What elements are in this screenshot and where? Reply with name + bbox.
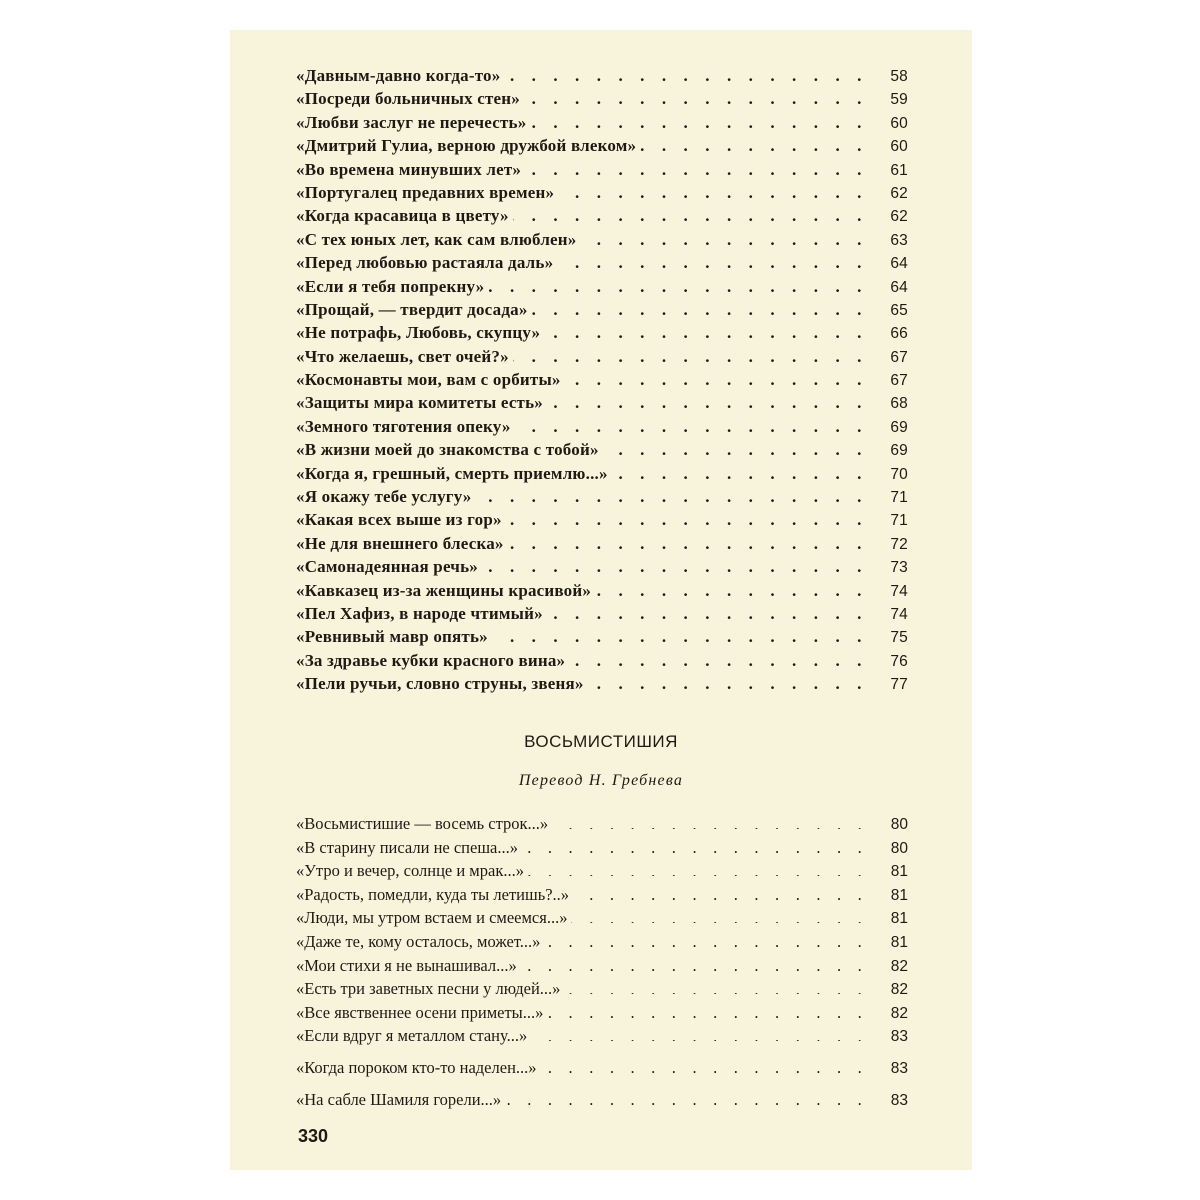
toc-entry-title: «Давным-давно когда-то» [296, 66, 501, 85]
dot-leader [558, 181, 868, 198]
toc-entry-page: 82 [890, 957, 908, 975]
dot-leader [581, 228, 868, 245]
toc-entry-title: «Что желаешь, свет очей?» [296, 346, 509, 366]
dot-leader [547, 391, 868, 408]
page-number: 330 [298, 1126, 329, 1146]
dot-leader [524, 87, 868, 104]
toc-entry [296, 228, 908, 251]
toc-entry [296, 532, 908, 555]
toc-entry-page: 68 [890, 395, 908, 413]
dot-leader [506, 508, 868, 525]
toc-entry [296, 391, 908, 414]
dot-leader [571, 907, 868, 924]
dot-leader [508, 532, 868, 549]
toc-entry-page: 60 [890, 138, 908, 156]
dot-leader [531, 1025, 868, 1042]
toc-entry [296, 602, 908, 625]
dot-leader [573, 883, 868, 900]
toc-entry-page: 67 [890, 372, 908, 390]
toc-entry-page: 75 [890, 629, 908, 647]
toc-entry [296, 672, 908, 695]
toc-entry-title: «В жизни моей до знакомства с тобой» [296, 440, 599, 460]
toc-entry [296, 321, 908, 344]
toc-entry-title: «Прощай, — твердит досада» [296, 299, 528, 319]
toc-entry [296, 930, 908, 954]
toc-entry-page: 67 [890, 348, 908, 366]
toc-entry [296, 485, 908, 508]
dot-leader [476, 485, 868, 502]
toc-entry [296, 906, 908, 930]
toc-entry-page: 65 [890, 301, 908, 319]
toc-entry-page: 81 [890, 886, 908, 904]
toc-entry-title: «Перед любовью растаяла даль» [296, 253, 554, 273]
dot-leader [504, 64, 868, 81]
toc-entry [296, 111, 908, 134]
toc-entry [296, 438, 908, 461]
toc-entry [296, 181, 908, 204]
toc-entry-page: 59 [890, 91, 908, 109]
dot-leader [565, 368, 868, 385]
toc-entry-title: «Защиты мира комитеты есть» [296, 393, 544, 413]
dot-leader [505, 1088, 868, 1105]
toc-entry-title: «Посреди больничных стен» [296, 89, 520, 109]
toc-entry-page: 81 [890, 863, 908, 881]
toc-entry-title: «Португалец предавних времен» [296, 182, 555, 202]
toc-entry-page: 63 [890, 231, 908, 249]
toc-entry-title: «Утро и вечер, солнце и мрак...» [296, 861, 524, 881]
toc-entry-page: 80 [890, 816, 908, 833]
toc-entry-page: 60 [890, 114, 908, 132]
toc-entry-page: 64 [890, 255, 908, 273]
toc-entry [296, 1001, 908, 1025]
translator-credit: Перевод Н. Гребнева [518, 772, 684, 789]
toc-entry [296, 579, 908, 602]
dot-leader [513, 345, 868, 362]
dot-leader [595, 579, 868, 596]
dot-leader [532, 298, 868, 315]
toc-entry [296, 1024, 908, 1048]
dot-leader [488, 275, 868, 292]
toc-entry-title: «Если вдруг я металлом стану...» [296, 1026, 528, 1046]
toc-entry-title: «Когда красавица в цвету» [296, 206, 509, 226]
toc-entry-page: 62 [890, 208, 908, 226]
table-of-contents-part-1 [296, 64, 908, 696]
toc-entry-page: 69 [890, 442, 908, 460]
toc-entry-page: 83 [890, 1028, 908, 1046]
toc-entry-title: «Космонавты мои, вам с орбиты» [296, 370, 561, 390]
toc-entry-page: 76 [890, 652, 908, 670]
toc-entry-title: «Когда я, грешный, смерть приемлю...» [296, 463, 608, 483]
toc-entry-title: «Пел Хафиз, в народе чтимый» [296, 603, 543, 623]
toc-entry-page: 74 [890, 605, 908, 623]
toc-entry [296, 298, 908, 321]
toc-entry [296, 836, 908, 860]
toc-entry [296, 251, 908, 274]
toc-entry-page: 73 [890, 559, 908, 577]
toc-entry-title: «Есть три заветных песни у людей...» [296, 979, 561, 999]
toc-entry-page: 62 [890, 184, 908, 202]
toc-entry-title: «Если я тебя попрекну» [296, 276, 485, 296]
toc-entry [296, 508, 908, 531]
book-page [230, 30, 972, 1170]
toc-entry [296, 345, 908, 368]
toc-entry-page: 70 [890, 465, 908, 483]
toc-entry [296, 883, 908, 907]
toc-entry [296, 368, 908, 391]
toc-entry [296, 977, 908, 1001]
dot-leader [482, 555, 868, 572]
toc-entry-page: 58 [890, 68, 908, 85]
toc-entry-title: «Самонадеянная речь» [296, 557, 478, 577]
dot-leader [569, 649, 868, 666]
dot-leader [544, 930, 868, 947]
toc-entry-page: 72 [890, 535, 908, 553]
toc-entry-title: «Восьмистишие — восемь строк...» [296, 814, 549, 833]
dot-leader [603, 438, 868, 455]
toc-entry [296, 415, 908, 438]
dot-leader [544, 321, 868, 338]
dot-leader [528, 860, 868, 877]
dot-leader [515, 415, 868, 432]
dot-leader [530, 111, 868, 128]
toc-entry [296, 158, 908, 181]
toc-entry-page: 83 [890, 1059, 908, 1077]
toc-entry [296, 812, 908, 836]
dot-leader [521, 954, 868, 971]
toc-entry-title: «Когда пороком кто-то наделен...» [296, 1057, 537, 1077]
toc-entry-title: «Дмитрий Гулиа, верною дружбой влеком» [296, 136, 637, 156]
section-heading: ВОСЬМИСТИШИЯ [524, 732, 678, 751]
toc-entry [296, 204, 908, 227]
dot-leader [552, 813, 868, 830]
toc-entry [296, 649, 908, 672]
toc-entry-page: 81 [890, 910, 908, 928]
toc-entry [296, 275, 908, 298]
toc-entry-title: «Какая всех выше из гор» [296, 510, 502, 530]
toc-entry-title: «Даже те, кому осталось, может...» [296, 931, 541, 951]
toc-entry-page: 77 [890, 676, 908, 694]
toc-entry-page: 66 [890, 325, 908, 343]
toc-entry-page: 64 [890, 278, 908, 296]
toc-entry-title: «Радость, помедли, куда ты летишь?..» [296, 884, 570, 904]
toc-entry-title: «Я окажу тебе услугу» [296, 487, 472, 507]
toc-entry [296, 1088, 908, 1112]
toc-entry-title: «Мои стихи я не вынашивал...» [296, 955, 517, 975]
toc-entry-page: 81 [890, 933, 908, 951]
toc-entry-page: 61 [890, 161, 908, 179]
toc-entry-title: «Во времена минувших лет» [296, 159, 522, 179]
toc-entry-page: 71 [890, 489, 908, 507]
toc-entry-title: «Все явственнее осени приметы...» [296, 1002, 544, 1022]
dot-leader [640, 134, 868, 151]
toc-entry-page: 83 [890, 1091, 908, 1109]
table-of-contents-part-2 [296, 812, 908, 1111]
toc-entry [296, 64, 908, 87]
toc-entry [296, 87, 908, 110]
dot-leader [522, 836, 868, 853]
toc-entry [296, 555, 908, 578]
toc-entry [296, 1056, 908, 1080]
dot-leader [547, 1001, 868, 1018]
toc-entry-title: «Ревнивый мавр опять» [296, 627, 488, 647]
toc-entry-page: 74 [890, 582, 908, 600]
dot-leader [564, 978, 868, 995]
toc-entry-title: «Люди, мы утром встаем и смеемся...» [296, 908, 568, 928]
toc-entry-title: «Не потрафь, Любовь, скупцу» [296, 323, 541, 343]
toc-entry-page: 71 [890, 512, 908, 530]
toc-entry-title: «За здравье кубки красного вина» [296, 650, 566, 670]
toc-entry [296, 134, 908, 157]
dot-leader [557, 251, 868, 268]
dot-leader [547, 602, 868, 619]
toc-entry [296, 625, 908, 648]
dot-leader [541, 1056, 868, 1073]
dot-leader [513, 204, 868, 221]
toc-entry-title: «Не для внешнего блеска» [296, 533, 504, 553]
toc-entry-page: 82 [890, 1004, 908, 1022]
toc-entry-page: 69 [890, 418, 908, 436]
toc-entry [296, 462, 908, 485]
toc-entry-title: «Пели ручьи, словно струны, звеня» [296, 674, 584, 694]
toc-entry-title: «С тех юных лет, как сам влюблен» [296, 229, 577, 249]
toc-entry-title: «Кавказец из-за женщины красивой» [296, 580, 592, 600]
toc-entry [296, 954, 908, 978]
toc-entry-title: «В старину писали не спеша...» [296, 837, 518, 857]
toc-entry-title: «Любви заслуг не перечесть» [296, 112, 527, 132]
toc-entry-title: «Земного тяготения опеку» [296, 416, 511, 436]
dot-leader [525, 158, 868, 175]
dot-leader [492, 625, 868, 642]
toc-entry-title: «На сабле Шамиля горели...» [296, 1089, 502, 1109]
dot-leader [588, 672, 868, 689]
toc-entry [296, 859, 908, 883]
dot-leader [612, 462, 868, 479]
toc-entry-page: 80 [890, 839, 908, 857]
toc-entry-page: 82 [890, 981, 908, 999]
